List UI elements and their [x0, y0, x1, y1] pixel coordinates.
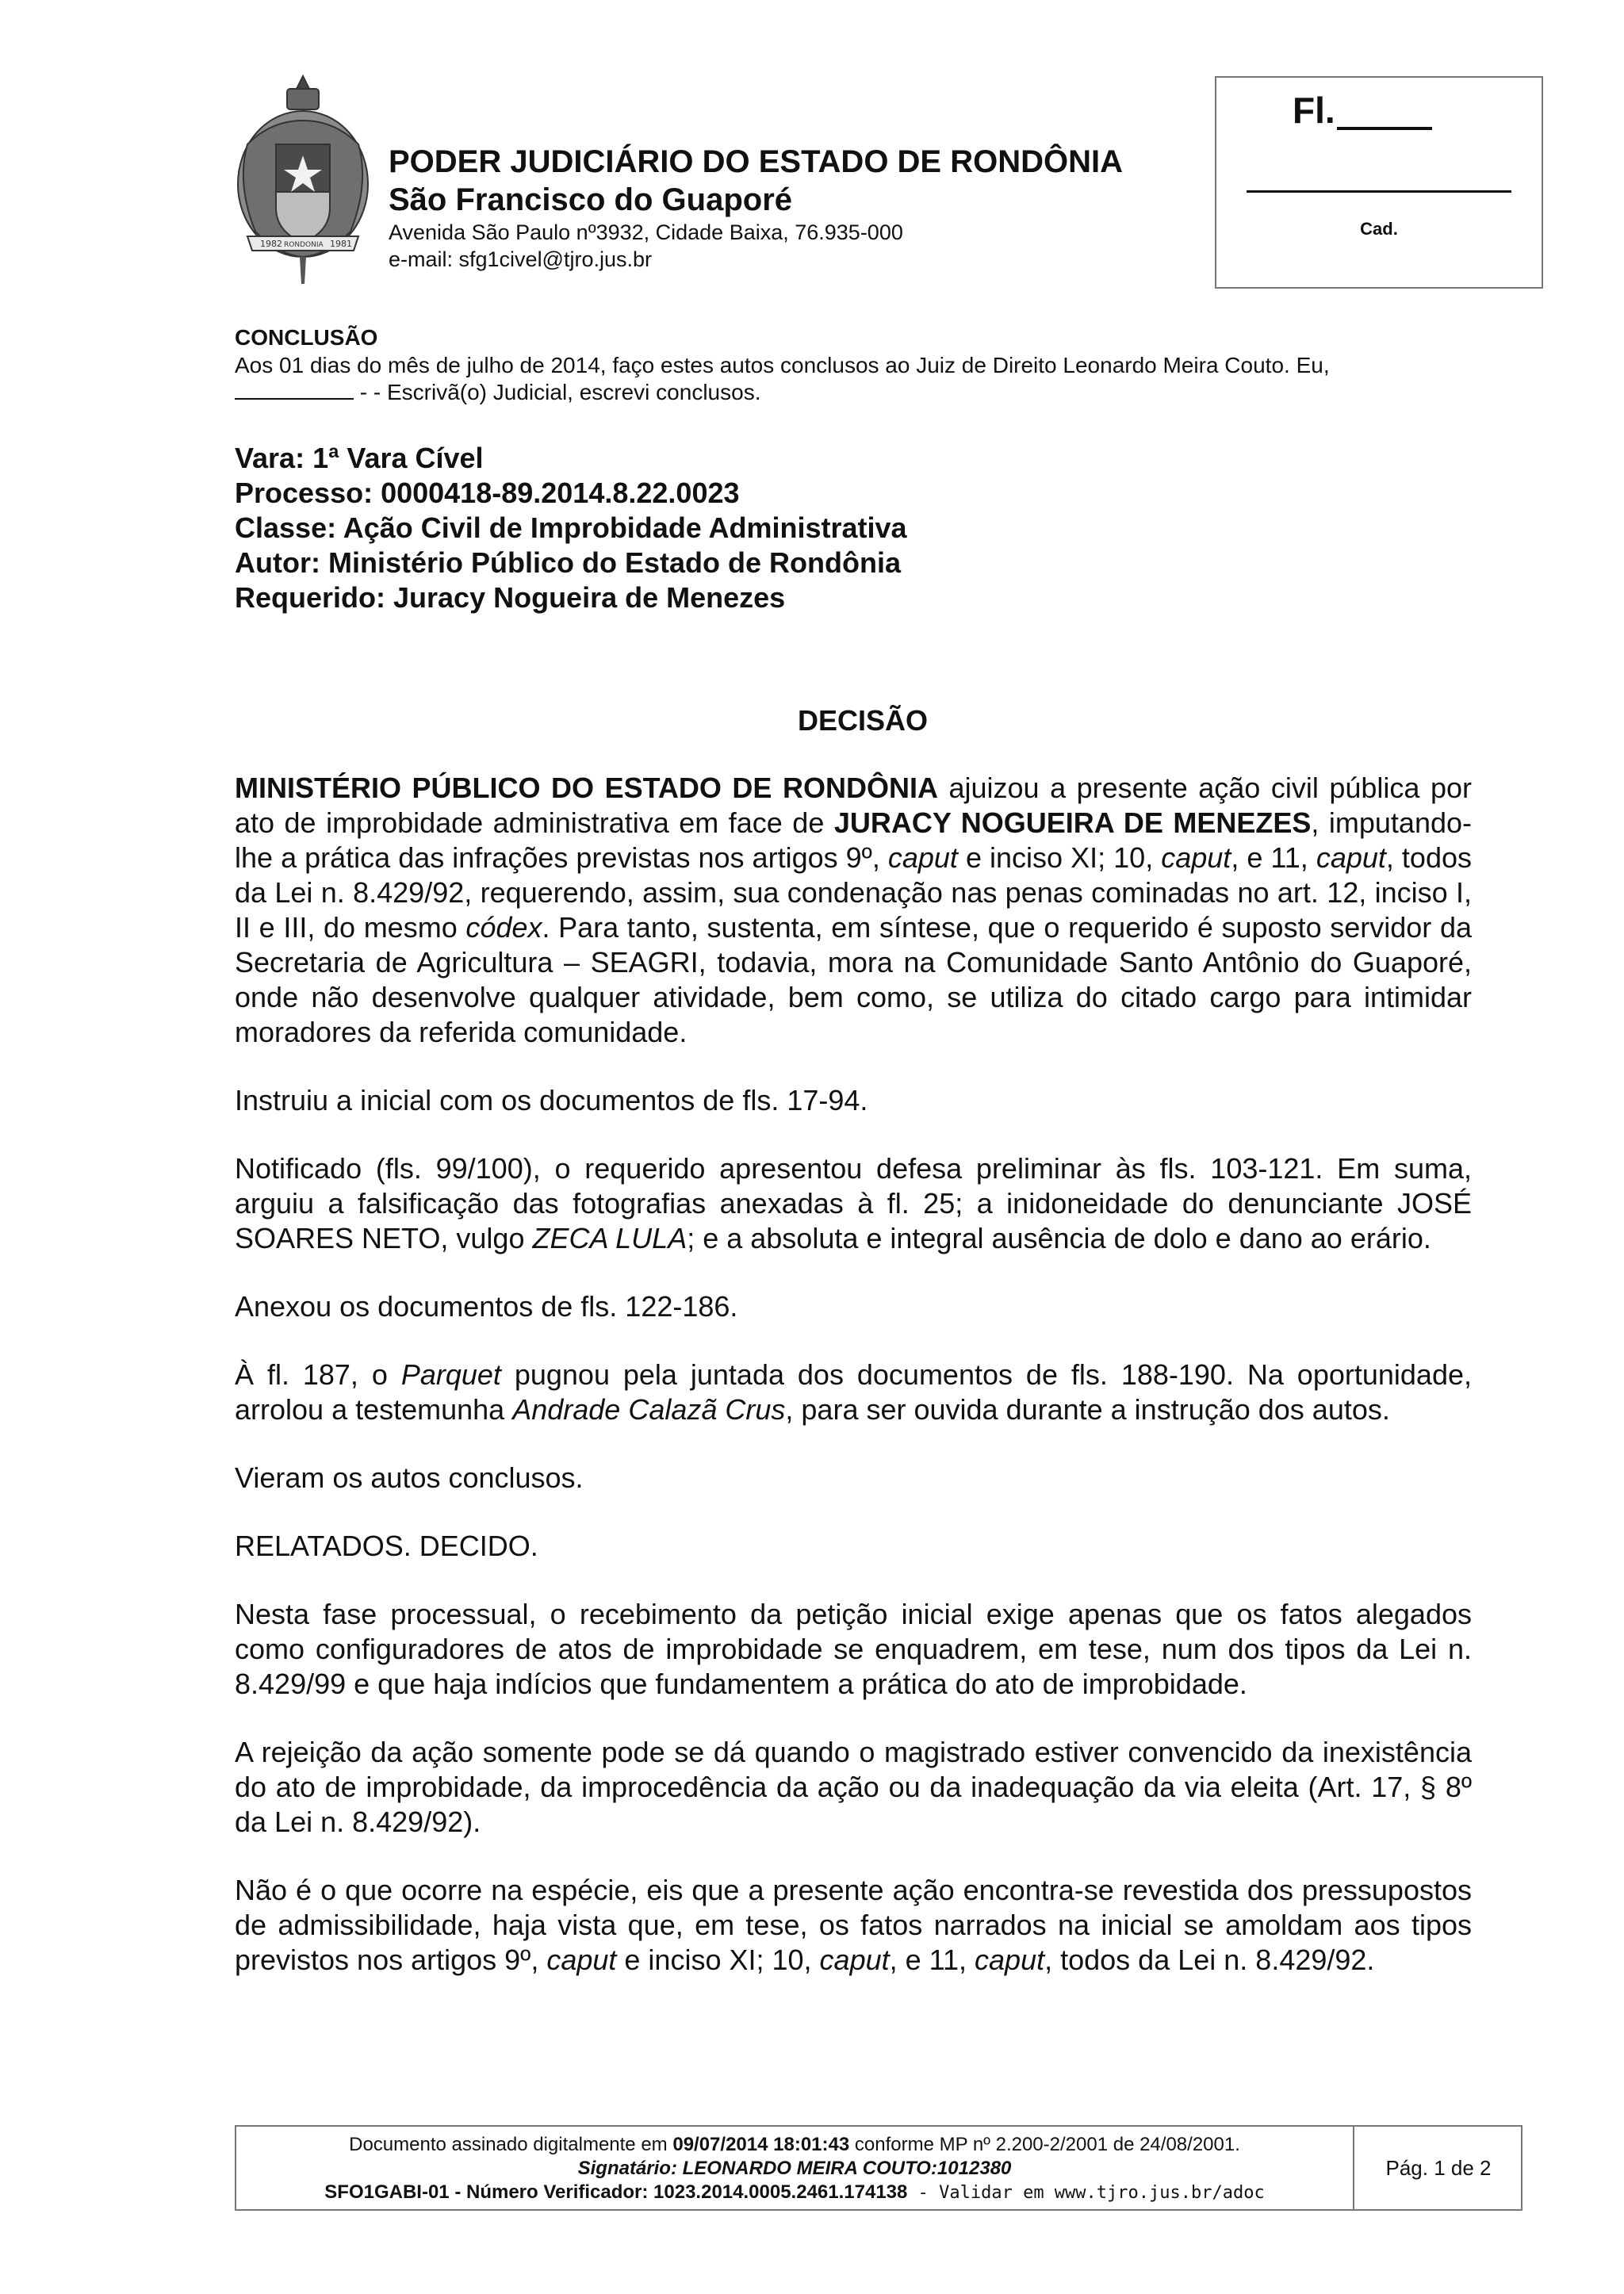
- crest-banner: RONDONIA: [284, 241, 324, 249]
- signature-info: [236, 2127, 1354, 2209]
- p1-italic-1: caput: [887, 841, 958, 874]
- footer-signatory: Signatário: LEONARDO MEIRA COUTO:1012380: [577, 2158, 1012, 2179]
- p5-italic-1: Parquet: [400, 1358, 501, 1391]
- p3-text-2: ; e a absoluta e integral ausência de dolo e dano ao erário.: [687, 1222, 1431, 1254]
- p5-text-2: pugnou pela juntada dos documentos de fls. 188-190. Na oportunidade, arrolou a testemunha: [235, 1358, 1472, 1426]
- conclusion-title: CONCLUSÃO: [235, 325, 378, 350]
- conclusion-line-1: Aos 01 dias do mês de julho de 2014, faço estes autos conclusos ao Juiz de Direito Leonardo Meira Couto. Eu,: [235, 353, 1330, 377]
- p10-text-3: , e 11,: [889, 1944, 975, 1976]
- p1-bold-1: MINISTÉRIO PÚBLICO DO ESTADO DE RONDÔNIA: [235, 772, 938, 804]
- paragraph-6: Vieram os autos conclusos.: [235, 1461, 584, 1494]
- p10-text-2: e inciso XI; 10,: [616, 1944, 820, 1976]
- footer-line-3: [236, 2181, 1353, 2205]
- signature-line: [1247, 190, 1511, 193]
- org-email: e-mail: sfg1civel@tjro.jus.br: [389, 247, 653, 271]
- footer-l1-text: Documento assinado digitalmente em: [349, 2134, 673, 2155]
- paragraph-3: [235, 1151, 1472, 1256]
- p5-text-1: À fl. 187, o: [235, 1358, 401, 1391]
- footer-line-1: [236, 2133, 1353, 2157]
- footer-validate-link[interactable]: - Validar em www.tjro.jus.br/adoc: [907, 2183, 1265, 2203]
- footer-timestamp: 09/07/2014 18:01:43: [672, 2134, 850, 2155]
- folio-label: Fl.: [1293, 90, 1335, 131]
- p10-text-1: Não é o que ocorre na espécie, eis que a presente ação encontra-se revestida dos pressupostos de admissibilidade, haja vista que, em tese, os fatos narrados na inicial se amoldam aos tipos previstos nos artigos 9º,: [235, 1874, 1472, 1976]
- p1-text-1: ajuizou a presente ação civil pública por ato de improbidade administrativa em face de: [235, 772, 1472, 839]
- org-title: PODER JUDICIÁRIO DO ESTADO DE RONDÔNIA: [389, 144, 1123, 179]
- signature-blank: [235, 379, 354, 400]
- paragraph-9: A rejeição da ação somente pode se dá quando o magistrado estiver convencido da inexistência do ato de improbidade, da improcedência da ação ou da inadequação da via eleita (Art. 17, § 8º da Lei n. 8.429/92).: [235, 1736, 1472, 1838]
- paragraph-10: [235, 1873, 1472, 1978]
- p1-text-2: , imputando-lhe a prática das infrações previstas nos artigos 9º,: [235, 806, 1473, 874]
- case-info: [235, 441, 907, 615]
- p1-bold-2: JURACY NOGUEIRA DE MENEZES: [833, 806, 1312, 839]
- p1-italic-4: códex: [465, 911, 542, 944]
- crest-year-left: 1982: [260, 239, 282, 249]
- p5-text-3: , para ser ouvida durante a instrução dos autos.: [785, 1393, 1390, 1426]
- paragraph-1: [235, 771, 1472, 1050]
- crest-year-right: 1981: [330, 239, 352, 249]
- paragraph-8: Nesta fase processual, o recebimento da petição inicial exige apenas que os fatos alegados como configuradores de atos de improbidade se enquadrem, em tese, num dos tipos da Lei n. 8.429/99 e que haja indícios que fundamentem a prática do ato de improbidade.: [235, 1598, 1472, 1700]
- p1-italic-3: caput: [1316, 841, 1386, 874]
- paragraph-4: Anexou os documentos de fls. 122-186.: [235, 1290, 738, 1323]
- case-vara: Vara: 1ª Vara Cível: [235, 442, 484, 474]
- org-subtitle: São Francisco do Guaporé: [389, 182, 793, 217]
- page-number: Pág. 1 de 2: [1385, 2155, 1492, 2180]
- footer-l1-tail: conforme MP nº 2.200-2/2001 de 24/08/2001.: [849, 2134, 1240, 2155]
- p10-italic-3: caput: [975, 1944, 1045, 1976]
- p3-text-1: Notificado (fls. 99/100), o requerido apresentou defesa preliminar às fls. 103-121. Em suma, arguiu a falsificação das fotografias anexadas à fl. 25; a inidoneidade do denunciante JOSÉ SOARES NETO, vulgo: [235, 1152, 1472, 1254]
- p1-text-6: . Para tanto, sustenta, em síntese, que o requerido é suposto servidor da Secretaria de Agricultura – SEAGRI, todavia, mora na Comunidade Santo Antônio do Guaporé, onde não desenvolve qualquer atividade, bem como, se utiliza do citado cargo para intimidar moradores da referida comunidade.: [235, 911, 1472, 1048]
- conclusion-section: [235, 324, 1472, 406]
- court-crest-logo: [232, 73, 374, 287]
- folio-blank-line: [1337, 127, 1432, 130]
- p10-italic-2: caput: [819, 1944, 890, 1976]
- footer-verifier: SFO1GABI-01 - Número Verificador: 1023.2014.0005.2461.174138: [324, 2181, 908, 2203]
- signature-footer: [235, 2125, 1522, 2211]
- conclusion-line-2: [235, 379, 1472, 406]
- conclusion-line-2-text: - - Escrivã(o) Judicial, escrevi conclusos.: [354, 380, 761, 404]
- org-address: Avenida São Paulo nº3932, Cidade Baixa, 76.935-000: [389, 220, 903, 244]
- p5-italic-2: Andrade Calazã Crus: [512, 1393, 786, 1426]
- case-requerido: Requerido: Juracy Nogueira de Menezes: [235, 581, 786, 614]
- cad-label: Cad.: [1360, 219, 1398, 239]
- paragraph-5: [235, 1358, 1472, 1427]
- paragraph-2: Instruiu a inicial com os documentos de fls. 17-94.: [235, 1084, 868, 1116]
- case-classe: Classe: Ação Civil de Improbidade Administrativa: [235, 511, 907, 544]
- p3-italic-1: ZECA LULA: [532, 1222, 688, 1254]
- footer-line-2: [236, 2157, 1353, 2181]
- p10-italic-1: caput: [546, 1944, 617, 1976]
- organization-header: [389, 143, 1123, 273]
- case-autor: Autor: Ministério Público do Estado de Rondônia: [235, 546, 901, 579]
- p1-text-5: , todos da Lei n. 8.429/92, requerendo, assim, sua condenação nas penas cominadas no art. 12, inciso I, II e III, do mesmo: [235, 841, 1472, 944]
- paragraph-7: RELATADOS. DECIDO.: [235, 1530, 538, 1562]
- case-processo: Processo: 0000418-89.2014.8.22.0023: [235, 477, 740, 509]
- p1-text-3: e inciso XI; 10,: [957, 841, 1162, 874]
- p1-italic-2: caput: [1161, 841, 1231, 874]
- folio-stamp-box: [1215, 76, 1543, 289]
- decision-body: [235, 771, 1472, 2011]
- p10-text-4: , todos da Lei n. 8.429/92.: [1044, 1944, 1375, 1976]
- p1-text-4: , e 11,: [1231, 841, 1316, 874]
- decision-heading: DECISÃO: [797, 704, 929, 737]
